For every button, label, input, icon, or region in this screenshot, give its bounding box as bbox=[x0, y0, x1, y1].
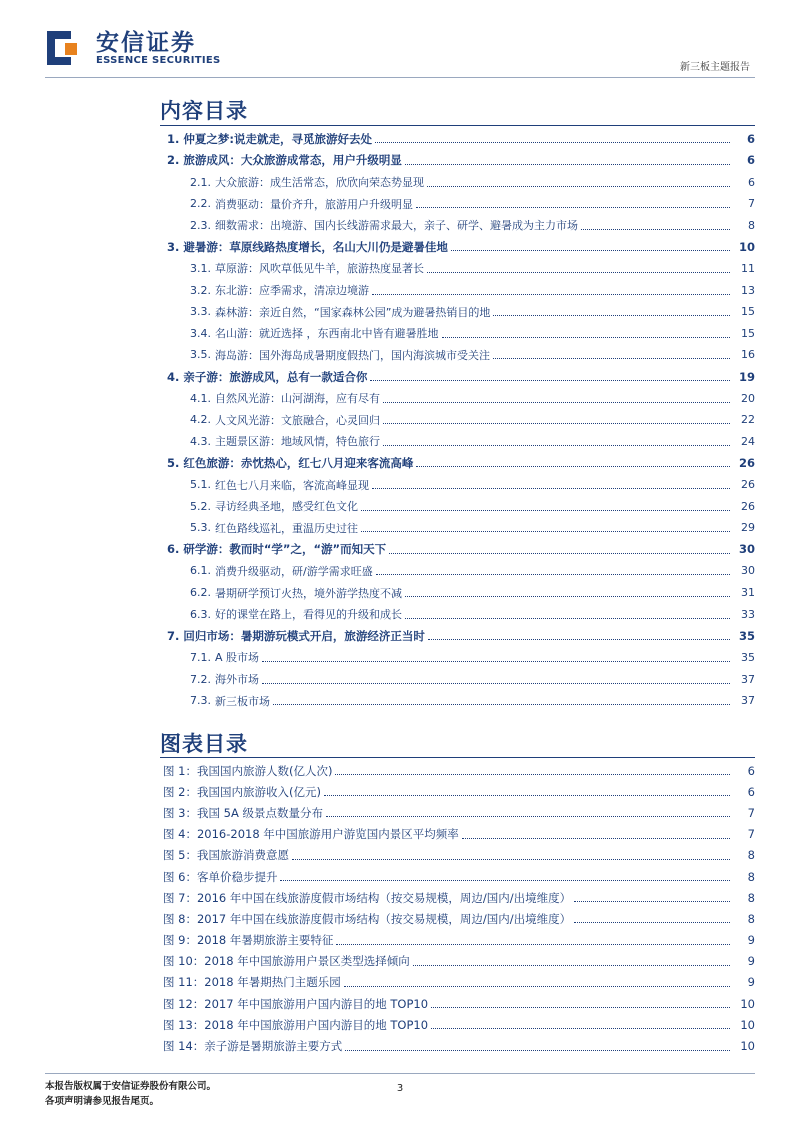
figure-entry-label: 图 7：2016 年中国在线旅游度假市场结构（按交易规模，周边/国内/出境维度） bbox=[163, 890, 572, 905]
figure-list-entry[interactable] bbox=[0, 866, 800, 887]
toc-entry-label: 回归市场：暑期游玩模式开启，旅游经济正当时 bbox=[183, 628, 425, 643]
toc-leader-dots bbox=[383, 402, 730, 403]
figure-entry-label: 图 6：客单价稳步提升 bbox=[163, 869, 278, 884]
toc-entry-number: 3.4. bbox=[190, 326, 211, 340]
footer-copyright: 本报告版权属于安信证券股份有限公司。 bbox=[45, 1081, 217, 1092]
toc-section-entry[interactable] bbox=[0, 322, 800, 344]
figure-list-entry[interactable] bbox=[0, 845, 800, 866]
toc-entry-label: 红色七八月来临，客流高峰显现 bbox=[215, 478, 369, 492]
toc-section-entry[interactable] bbox=[0, 344, 800, 366]
toc-entry-page: 33 bbox=[741, 607, 755, 621]
toc-leader-dots bbox=[442, 337, 731, 338]
toc-entry-page: 29 bbox=[741, 521, 755, 535]
toc-entry-number: 3.1. bbox=[190, 261, 211, 275]
header-divider bbox=[45, 77, 755, 78]
toc-leader-dots bbox=[262, 683, 730, 684]
toc-entry-label: 森林游：亲近自然，“国家森林公园”成为避暑热销目的地 bbox=[215, 305, 491, 319]
toc-leader-dots bbox=[361, 531, 730, 532]
toc-entry-number: 6.2. bbox=[190, 586, 211, 600]
figure-entry-label: 图 8：2017 年中国在线旅游度假市场结构（按交易规模，周边/国内/出境维度） bbox=[163, 911, 572, 926]
toc-entry-number: 5. bbox=[167, 455, 180, 470]
toc-entry-label: 人文风光游：文旅融合，心灵回归 bbox=[215, 413, 380, 427]
figure-entry-page: 6 bbox=[747, 763, 755, 778]
toc-leader-dots bbox=[416, 466, 730, 467]
toc-entry-label: 消费驱动：量价齐升，旅游用户升级明显 bbox=[215, 197, 413, 211]
toc-entry-page: 26 bbox=[741, 499, 755, 513]
footer-statement-note: 各项声明请参见报告尾页。 bbox=[45, 1096, 160, 1107]
toc-chapter-entry[interactable] bbox=[0, 539, 800, 561]
toc-section-entry[interactable] bbox=[0, 258, 800, 280]
toc-entry-label: 研学游：教而时“学”之，“游”而知天下 bbox=[183, 542, 387, 557]
toc-title: 内容目录 bbox=[160, 99, 248, 123]
figure-leader-dots bbox=[335, 774, 730, 775]
toc-entry-label: 旅游成风：大众旅游成常态，用户升级明显 bbox=[183, 153, 402, 168]
figure-list-entry[interactable] bbox=[0, 1014, 800, 1035]
toc-entry-number: 7.2. bbox=[190, 672, 211, 686]
toc-entry-label: 避暑游：草原线路热度增长，名山大川仍是避暑佳地 bbox=[183, 239, 448, 254]
toc-entry-number: 4.1. bbox=[190, 391, 211, 405]
figure-entry-page: 10 bbox=[740, 1039, 755, 1054]
figure-leader-dots bbox=[336, 944, 730, 945]
report-type: 新三板主题报告 bbox=[680, 62, 750, 73]
toc-entry-label: 仲夏之梦:说走就走，寻觅旅游好去处 bbox=[183, 131, 372, 146]
toc-chapter-entry[interactable] bbox=[0, 366, 800, 388]
figure-entry-label: 图 12：2017 年中国旅游用户国内游目的地 TOP10 bbox=[163, 996, 429, 1011]
toc-leader-dots bbox=[405, 596, 730, 597]
toc-leader-dots bbox=[273, 704, 730, 705]
toc-title-rule bbox=[160, 125, 755, 126]
toc-entry-page: 16 bbox=[741, 348, 755, 362]
toc-entry-number: 3.2. bbox=[190, 283, 211, 297]
toc-entry-number: 7. bbox=[167, 628, 180, 643]
toc-entry-page: 26 bbox=[738, 455, 755, 470]
toc-entry-page: 35 bbox=[738, 628, 755, 643]
toc-entry-number: 3.3. bbox=[190, 305, 211, 319]
toc-leader-dots bbox=[372, 488, 730, 489]
toc-section-entry[interactable] bbox=[0, 647, 800, 669]
toc-entry-page: 11 bbox=[741, 261, 755, 275]
figure-entry-page: 8 bbox=[747, 911, 755, 926]
toc-section-entry[interactable] bbox=[0, 517, 800, 539]
toc-leader-dots bbox=[493, 358, 730, 359]
figure-list-entry[interactable] bbox=[0, 908, 800, 929]
figure-leader-dots bbox=[324, 795, 730, 796]
toc-entry-page: 31 bbox=[741, 586, 755, 600]
toc-entry-page: 8 bbox=[748, 218, 755, 232]
toc-entry-page: 15 bbox=[741, 305, 755, 319]
figure-list-entry[interactable] bbox=[0, 1035, 800, 1056]
figure-list-entry[interactable] bbox=[0, 760, 800, 781]
figure-entry-page: 7 bbox=[747, 827, 755, 842]
toc-leader-dots bbox=[370, 380, 730, 381]
toc-chapter-entry[interactable] bbox=[0, 625, 800, 647]
toc-entry-page: 7 bbox=[748, 197, 755, 211]
toc-entry-number: 6.1. bbox=[190, 564, 211, 578]
figure-list-entry[interactable] bbox=[0, 887, 800, 908]
figure-entry-page: 8 bbox=[747, 869, 755, 884]
figure-list-entry[interactable] bbox=[0, 951, 800, 972]
toc-leader-dots bbox=[427, 186, 730, 187]
toc-entry-number: 3.5. bbox=[190, 348, 211, 362]
toc-section-entry[interactable] bbox=[0, 409, 800, 431]
figure-entry-page: 7 bbox=[747, 805, 755, 820]
figure-list-title-rule bbox=[160, 757, 755, 758]
toc-entry-label: 暑期研学预订火热，境外游学热度不减 bbox=[215, 586, 402, 600]
toc-leader-dots bbox=[361, 510, 730, 511]
toc-entry-page: 30 bbox=[741, 564, 755, 578]
page-header bbox=[0, 0, 800, 82]
figure-entry-page: 9 bbox=[747, 954, 755, 969]
figure-list-entry[interactable] bbox=[0, 824, 800, 845]
toc-entry-page: 10 bbox=[738, 239, 755, 254]
toc-section-entry[interactable] bbox=[0, 193, 800, 215]
toc-entry-label: 红色旅游：赤忱热心，红七八月迎来客流高峰 bbox=[183, 455, 414, 470]
toc-entry-number: 5.3. bbox=[190, 521, 211, 535]
page-number: 3 bbox=[396, 1083, 404, 1094]
toc-entry-number: 2. bbox=[167, 153, 180, 168]
figure-leader-dots bbox=[574, 901, 730, 902]
toc-entry-label: 红色路线巡礼，重温历史过往 bbox=[215, 521, 358, 535]
toc-entry-label: 好的课堂在路上，看得见的升级和成长 bbox=[215, 608, 402, 622]
figure-entry-page: 8 bbox=[747, 890, 755, 905]
figure-leader-dots bbox=[345, 1050, 730, 1051]
toc-entry-number: 5.2. bbox=[190, 499, 211, 513]
figure-entry-label: 图 13：2018 年中国旅游用户国内游目的地 TOP10 bbox=[163, 1017, 429, 1032]
toc-entry-page: 26 bbox=[741, 478, 755, 492]
toc-section-entry[interactable] bbox=[0, 560, 800, 582]
toc-entry-label: 主题景区游：地域风情，特色旅行 bbox=[215, 435, 380, 449]
toc-entry-page: 37 bbox=[741, 694, 755, 708]
toc-leader-dots bbox=[427, 272, 730, 273]
toc-section-entry[interactable] bbox=[0, 387, 800, 409]
toc-leader-dots bbox=[383, 445, 730, 446]
toc-entry-label: 寻访经典圣地，感受红色文化 bbox=[215, 500, 358, 514]
toc-entry-number: 6. bbox=[167, 542, 180, 557]
toc-entry-number: 2.1. bbox=[190, 175, 211, 189]
figure-leader-dots bbox=[574, 922, 730, 923]
toc-leader-dots bbox=[372, 294, 730, 295]
toc-leader-dots bbox=[376, 574, 730, 575]
figure-list-entry[interactable] bbox=[0, 993, 800, 1014]
figure-entry-page: 10 bbox=[740, 996, 755, 1011]
figure-list-entry[interactable] bbox=[0, 930, 800, 951]
figure-leader-dots bbox=[431, 1028, 730, 1029]
figure-entry-label: 图 1：我国国内旅游人数(亿人次) bbox=[163, 763, 333, 778]
figure-entry-label: 图 4：2016-2018 年中国旅游用户游览国内景区平均频率 bbox=[163, 827, 459, 842]
toc-section-entry[interactable] bbox=[0, 301, 800, 323]
figure-leader-dots bbox=[462, 838, 730, 839]
toc-entry-page: 13 bbox=[741, 283, 755, 297]
toc-entry-page: 6 bbox=[748, 175, 755, 189]
figure-list-entry[interactable] bbox=[0, 802, 800, 823]
toc-entry-page: 22 bbox=[741, 413, 755, 427]
toc-chapter-entry[interactable] bbox=[0, 150, 800, 172]
toc-leader-dots bbox=[451, 250, 730, 251]
toc-entry-label: 新三板市场 bbox=[215, 694, 270, 708]
logo-english-name: ESSENCE SECURITIES bbox=[96, 55, 221, 66]
toc-leader-dots bbox=[405, 618, 730, 619]
toc-chapter-entry[interactable] bbox=[0, 128, 800, 150]
toc-leader-dots bbox=[581, 229, 730, 230]
figure-entry-page: 6 bbox=[747, 784, 755, 799]
toc-leader-dots bbox=[389, 553, 730, 554]
toc-section-entry[interactable] bbox=[0, 690, 800, 712]
toc-section-entry[interactable] bbox=[0, 171, 800, 193]
figure-entry-page: 8 bbox=[747, 848, 755, 863]
toc-section-entry[interactable] bbox=[0, 668, 800, 690]
logo-chinese-name: 安信证券 bbox=[96, 30, 196, 56]
figure-leader-dots bbox=[431, 1007, 730, 1008]
toc-entry-page: 15 bbox=[741, 326, 755, 340]
toc-leader-dots bbox=[416, 207, 730, 208]
toc-leader-dots bbox=[383, 423, 730, 424]
toc-section-entry[interactable] bbox=[0, 603, 800, 625]
figure-leader-dots bbox=[326, 816, 730, 817]
toc-entry-page: 20 bbox=[741, 391, 755, 405]
figure-entry-label: 图 11：2018 年暑期热门主题乐园 bbox=[163, 975, 341, 990]
toc-entry-number: 1. bbox=[167, 131, 180, 146]
toc-entry-page: 6 bbox=[746, 153, 755, 168]
figure-list-entry[interactable] bbox=[0, 972, 800, 993]
figure-entry-label: 图 5：我国旅游消费意愿 bbox=[163, 848, 289, 863]
toc-entry-label: 消费升级驱动，研/游学需求旺盛 bbox=[215, 564, 373, 578]
toc-entry-number: 2.2. bbox=[190, 197, 211, 211]
toc-entry-label: 海岛游：国外海岛成暑期度假热门，国内海滨城市受关注 bbox=[215, 348, 490, 362]
toc-entry-page: 35 bbox=[741, 650, 755, 664]
toc-leader-dots bbox=[262, 661, 730, 662]
toc-section-entry[interactable] bbox=[0, 495, 800, 517]
toc-entry-label: 名山游：就近选择 ，东西南北中皆有避暑胜地 bbox=[215, 327, 439, 341]
table-of-contents bbox=[0, 128, 800, 711]
toc-entry-page: 24 bbox=[741, 434, 755, 448]
figure-list bbox=[0, 760, 800, 1057]
toc-entry-number: 3. bbox=[167, 239, 180, 254]
toc-entry-number: 4.3. bbox=[190, 434, 211, 448]
toc-chapter-entry[interactable] bbox=[0, 452, 800, 474]
toc-leader-dots bbox=[375, 142, 730, 143]
toc-entry-number: 7.1. bbox=[190, 650, 211, 664]
figure-entry-page: 10 bbox=[740, 1017, 755, 1032]
toc-entry-label: A 股市场 bbox=[215, 651, 260, 665]
footer-divider bbox=[45, 1073, 755, 1074]
toc-entry-number: 7.3. bbox=[190, 694, 211, 708]
figure-list-title: 图表目录 bbox=[160, 732, 248, 756]
toc-entry-label: 大众旅游：成生活常态，欣欣向荣态势显现 bbox=[215, 176, 424, 190]
toc-entry-label: 东北游：应季需求，清凉边境游 bbox=[215, 284, 369, 298]
toc-entry-number: 6.3. bbox=[190, 607, 211, 621]
toc-leader-dots bbox=[428, 639, 730, 640]
toc-section-entry[interactable] bbox=[0, 474, 800, 496]
toc-entry-number: 4. bbox=[167, 369, 180, 384]
toc-entry-page: 19 bbox=[738, 369, 755, 384]
toc-entry-page: 30 bbox=[738, 542, 755, 557]
figure-leader-dots bbox=[344, 986, 730, 987]
toc-entry-page: 37 bbox=[741, 672, 755, 686]
figure-entry-label: 图 9：2018 年暑期旅游主要特征 bbox=[163, 933, 334, 948]
toc-entry-label: 亲子游：旅游成风，总有一款适合你 bbox=[183, 369, 368, 384]
toc-leader-dots bbox=[493, 315, 730, 316]
figure-entry-label: 图 10：2018 年中国旅游用户景区类型选择倾向 bbox=[163, 954, 410, 969]
toc-entry-label: 自然风光游：山河湖海，应有尽有 bbox=[215, 392, 380, 406]
toc-entry-label: 细数需求：出境游、国内长线游需求最大，亲子、研学、避暑成为主力市场 bbox=[215, 219, 578, 233]
figure-entry-label: 图 2：我国国内旅游收入(亿元) bbox=[163, 784, 321, 799]
toc-entry-page: 6 bbox=[746, 131, 755, 146]
figure-list-entry[interactable] bbox=[0, 781, 800, 802]
toc-entry-label: 海外市场 bbox=[215, 673, 259, 687]
toc-leader-dots bbox=[405, 164, 730, 165]
figure-entry-page: 9 bbox=[747, 933, 755, 948]
figure-leader-dots bbox=[413, 965, 730, 966]
toc-section-entry[interactable] bbox=[0, 582, 800, 604]
figure-leader-dots bbox=[280, 880, 730, 881]
toc-section-entry[interactable] bbox=[0, 279, 800, 301]
essence-logo-icon bbox=[45, 27, 79, 67]
figure-leader-dots bbox=[292, 859, 730, 860]
toc-entry-number: 4.2. bbox=[190, 413, 211, 427]
toc-entry-number: 5.1. bbox=[190, 478, 211, 492]
figure-entry-page: 9 bbox=[747, 975, 755, 990]
toc-entry-number: 2.3. bbox=[190, 218, 211, 232]
toc-section-entry[interactable] bbox=[0, 431, 800, 453]
toc-chapter-entry[interactable] bbox=[0, 236, 800, 258]
toc-section-entry[interactable] bbox=[0, 214, 800, 236]
toc-entry-label: 草原游：风吹草低见牛羊，旅游热度显著长 bbox=[215, 262, 424, 276]
figure-entry-label: 图 3：我国 5A 级景点数量分布 bbox=[163, 805, 323, 820]
figure-entry-label: 图 14：亲子游是暑期旅游主要方式 bbox=[163, 1039, 343, 1054]
